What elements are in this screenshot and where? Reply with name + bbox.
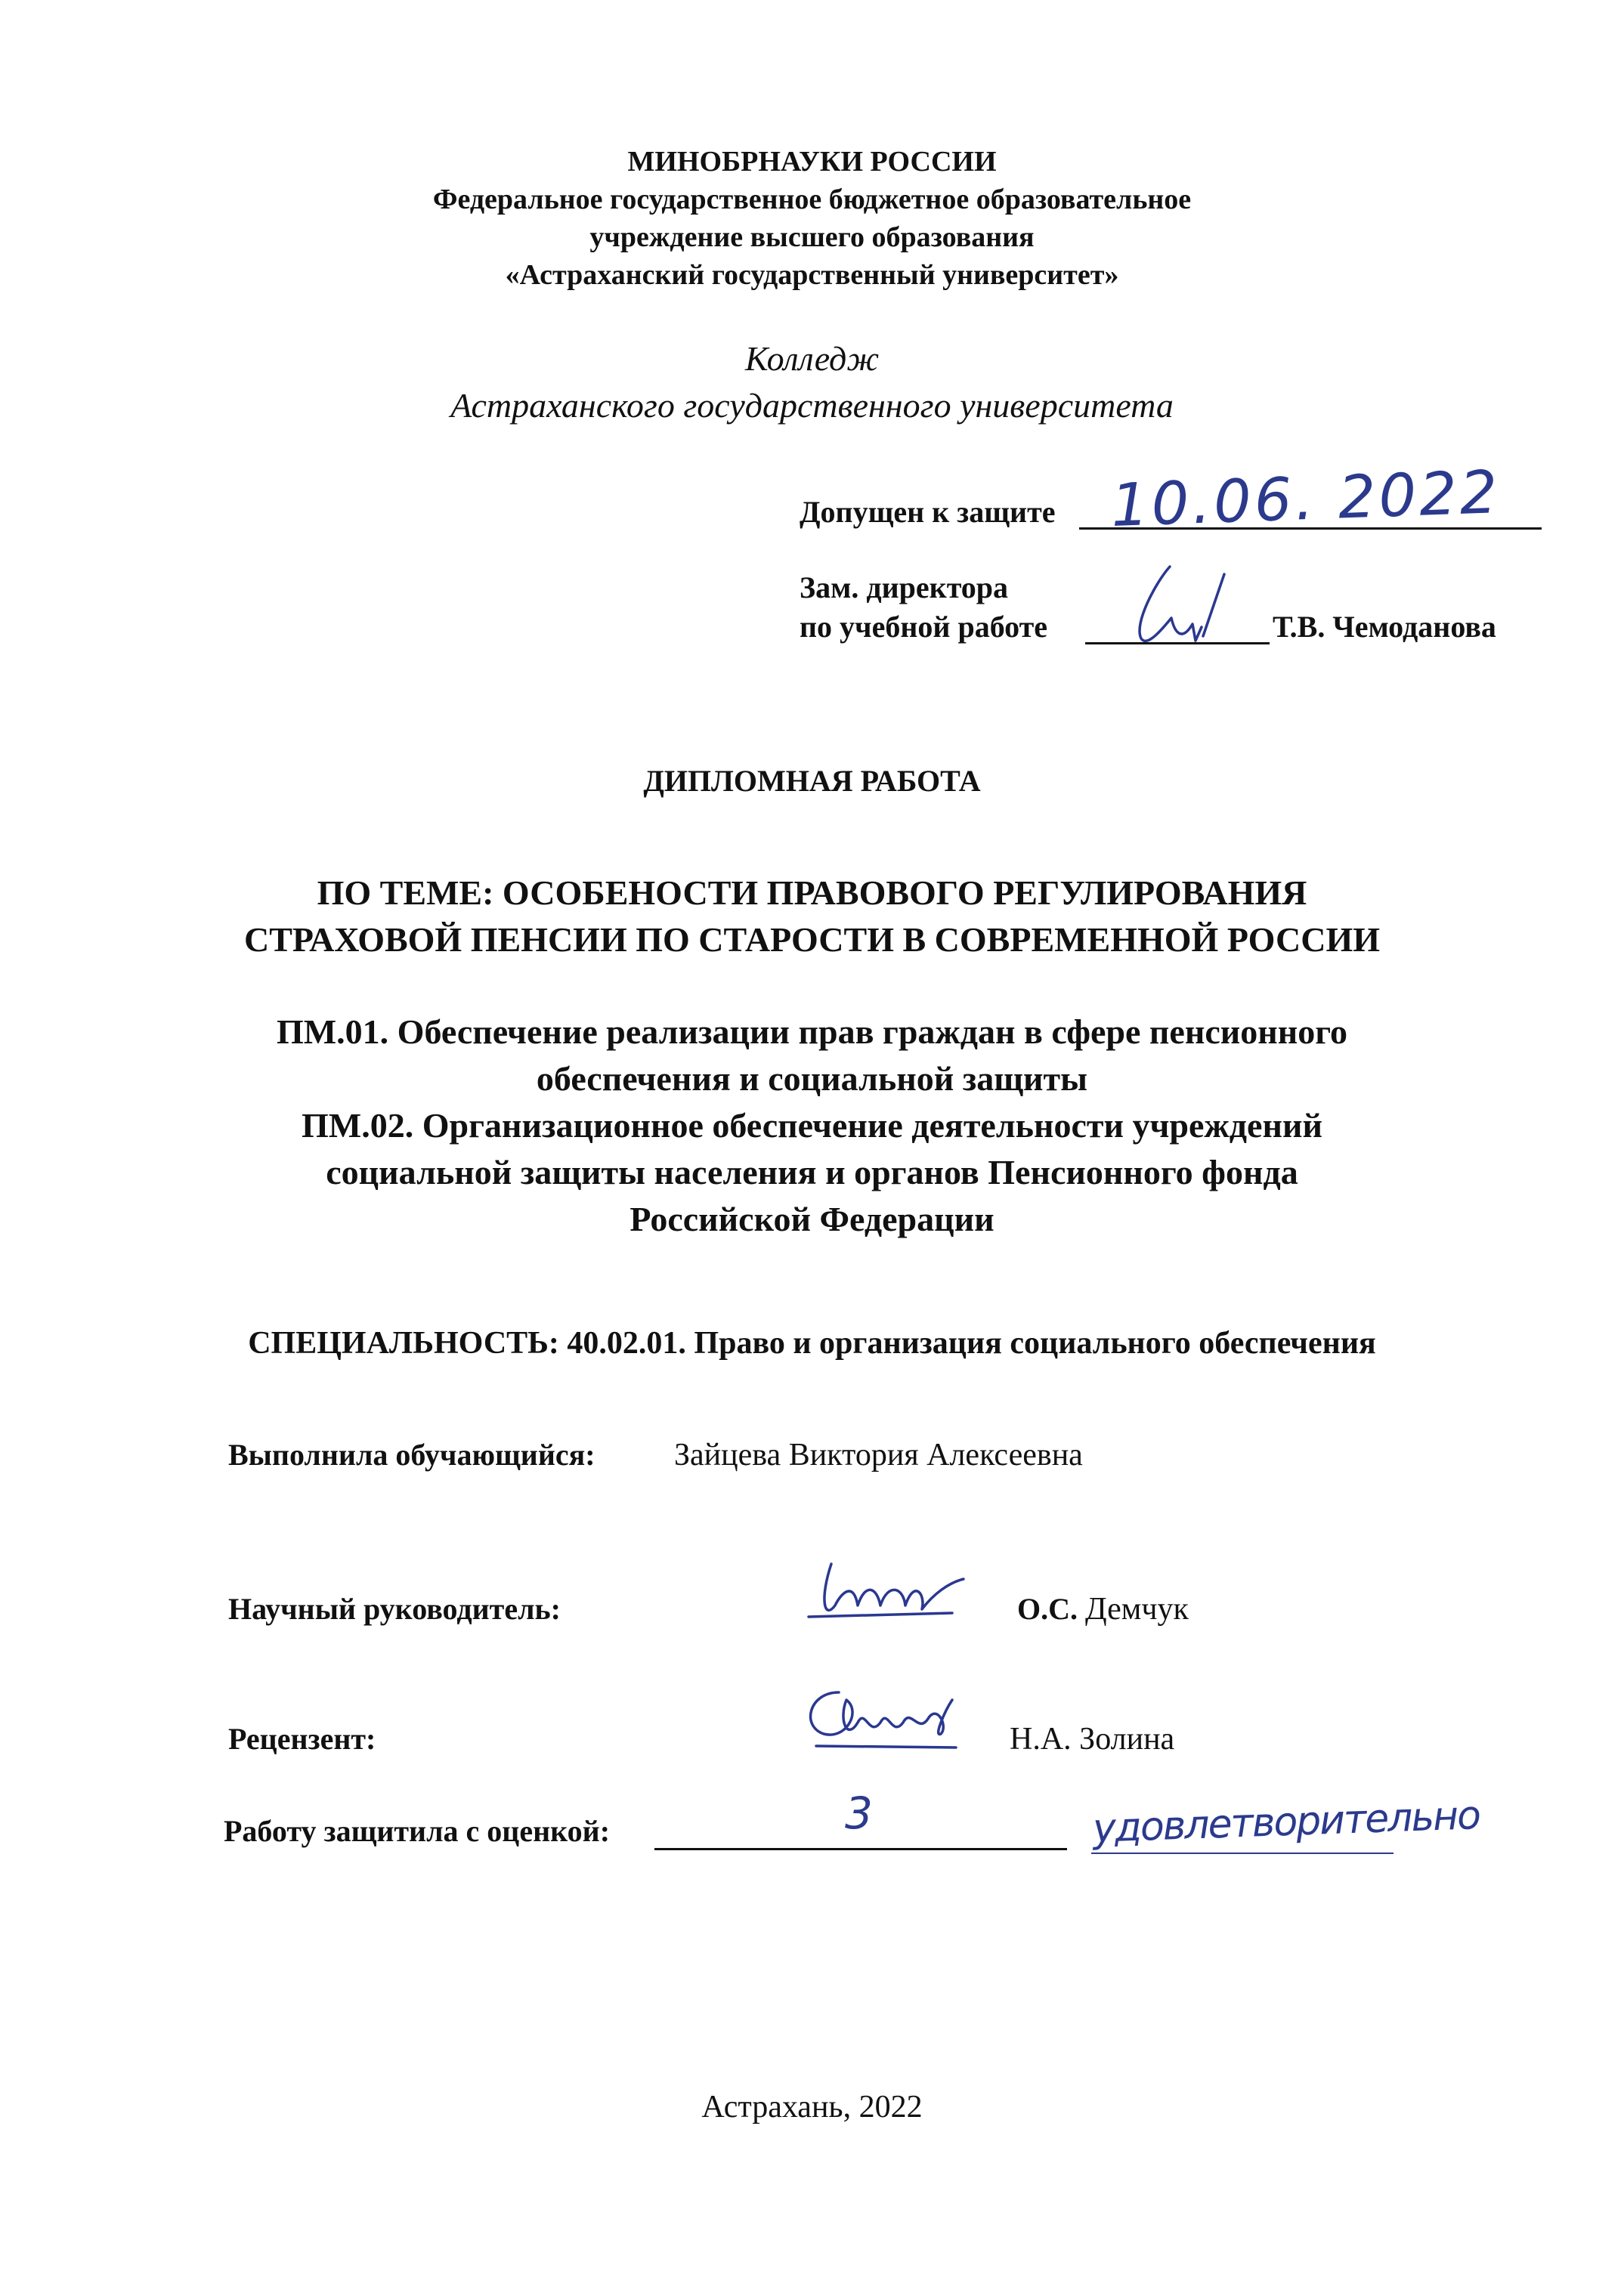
grade-label: Работу защитила с оценкой:	[224, 1814, 611, 1848]
director-signature	[1111, 552, 1262, 657]
city-year: Астрахань, 2022	[701, 2090, 923, 2124]
organization-line-1: Федеральное государственное бюджетное образовательное	[432, 184, 1192, 215]
admission-date-handwritten: 10.06. 2022	[1109, 459, 1502, 540]
module-line-5: Российской Федерации	[629, 1200, 995, 1238]
topic-line-1: ПО ТЕМЕ: ОСОБЕНОСТИ ПРАВОВОГО РЕГУЛИРОВАНИЯ	[317, 873, 1307, 912]
position-line-1: Зам. директора	[800, 570, 1009, 604]
work-type: ДИПЛОМНАЯ РАБОТА	[643, 764, 981, 798]
module-line-1: ПМ.01. Обеспечение реализации прав граждан в сфере пенсионного	[276, 1012, 1348, 1051]
college-line-1: Колледж	[744, 339, 880, 378]
student-label: Выполнила обучающийся:	[228, 1438, 595, 1472]
module-line-3: ПМ.02. Организационное обеспечение деятельности учреждений	[302, 1106, 1322, 1145]
supervisor-signature	[801, 1553, 975, 1643]
specialty: СПЕЦИАЛЬНОСТЬ: 40.02.01. Право и организация социального обеспечения	[248, 1326, 1376, 1361]
organization-line-2: учреждение высшего образования	[589, 221, 1035, 253]
student-name: Зайцева Виктория Алексеевна	[674, 1438, 1083, 1472]
college-line-2: Астраханского государственного университета	[450, 386, 1174, 425]
position-line-2: по учебной работе	[800, 610, 1048, 644]
grade-value-handwritten: 3	[845, 1788, 873, 1839]
reviewer-name: Н.А. Золина	[1010, 1722, 1175, 1757]
admission-label: Допущен к защите	[800, 495, 1056, 529]
topic-line-2: СТРАХОВОЙ ПЕНСИИ ПО СТАРОСТИ В СОВРЕМЕННОЙ РОССИИ	[243, 920, 1381, 959]
grade-line	[654, 1848, 1067, 1850]
director-name: Т.В. Чемоданова	[1273, 610, 1496, 644]
grade-word-handwritten: удовлетворительно	[1092, 1793, 1480, 1852]
module-line-2: обеспечения и социальной защиты	[536, 1059, 1088, 1098]
grade-word-underline	[1091, 1853, 1394, 1854]
supervisor-label: Научный руководитель:	[228, 1592, 561, 1626]
organization-line-3: «Астраханский государственный университет»	[505, 259, 1119, 291]
ministry-title: МИНОБРНАУКИ РОССИИ	[627, 146, 997, 178]
reviewer-signature	[793, 1681, 975, 1764]
module-line-4: социальной защиты населения и органов Пенсионного фонда	[326, 1153, 1298, 1191]
supervisor-surname: Демчук	[1085, 1592, 1189, 1627]
supervisor-initials: О.С.	[1017, 1592, 1078, 1626]
reviewer-label: Рецензент:	[228, 1722, 376, 1756]
